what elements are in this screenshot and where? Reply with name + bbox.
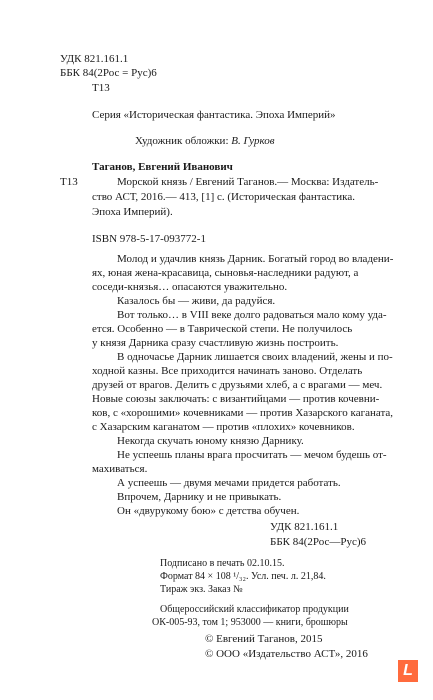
copyright-author: © Евгений Таганов, 2015	[205, 633, 323, 645]
annotation-line: ков, с «хорошими» кочевниками — против Хазарского каганата,	[92, 407, 394, 419]
catalog-line-3: Эпоха Империй).	[92, 206, 173, 218]
annotation-line: Казалось бы — живи, да радуйся.	[117, 295, 276, 307]
imprint-format: Формат 84 × 108 ¹/₃₂. Усл. печ. л. 21,84.	[160, 571, 326, 582]
isbn: ISBN 978-5-17-093772-1	[92, 233, 206, 245]
annotation-line: Новые союзы заключать: с византийцами — против кочевни-	[92, 393, 380, 405]
imprint-tirage: Тираж экз. Заказ №	[160, 584, 243, 595]
series-line: Серия «Историческая фантастика. Эпоха Империй»	[92, 109, 336, 121]
annotation-line: Не успеешь планы врага просчитать — мечом будешь от-	[117, 449, 387, 461]
annotation-line: Молод и удачлив князь Дарник. Богатый город во владени-	[117, 253, 394, 265]
footer-bbk: ББК 84(2Рос—Рус)6	[270, 536, 367, 548]
annotation-line: махиваться.	[92, 463, 148, 475]
catalog-code: Т13	[60, 176, 78, 188]
copyright-publisher: © ООО «Издательство АСТ», 2016	[205, 648, 368, 660]
litres-logo-icon: L	[398, 660, 418, 682]
imprint-signed: Подписано в печать 02.10.15.	[160, 558, 285, 569]
catalog-line-2: ство АСТ, 2016.— 413, [1] с. (Историческая фантастика.	[92, 191, 355, 203]
annotation-line: А успеешь — двумя мечами придется работать.	[117, 477, 341, 489]
classifier-line-2: ОК-005-93, том 1; 953000 — книги, брошюры	[152, 617, 348, 628]
annotation-line: ется. Особенно — в Таврической степи. Не получилось	[92, 323, 353, 335]
illustrator-name: В. Гурков	[231, 135, 275, 147]
annotation-line: ях, юная жена-красавица, сыновья-наследники радуют, а	[92, 267, 359, 279]
annotation-line: друзей от врагов. Делить с друзьями хлеб, а с врагами — меч.	[92, 379, 383, 391]
annotation-line: с Хазарским каганатом — против «плохих» кочевников.	[92, 421, 355, 433]
footer-udk: УДК 821.161.1	[270, 521, 339, 533]
annotation-line: Он «двурукому бою» с детства обучен.	[117, 505, 300, 517]
catalog-author: Таганов, Евгений Иванович	[92, 161, 233, 173]
catalog-line-1: Морской князь / Евгений Таганов.— Москва: Издатель-	[117, 176, 379, 188]
annotation-line: В одночасье Дарник лишается своих владений, жены и по-	[117, 351, 393, 363]
illustrator-label: Художник обложки:	[135, 135, 229, 147]
annotation-line: у князя Дарника сразу счастливую жизнь построить.	[92, 337, 339, 349]
annotation-line: Некогда скучать юному князю Дарнику.	[117, 435, 304, 447]
annotation-line: Вот только… в VIII веке долго радоваться мало кому уда-	[117, 309, 387, 321]
author-mark: Т13	[92, 82, 110, 94]
udk-code: УДК 821.161.1	[60, 53, 129, 65]
illustrator-line	[135, 134, 275, 148]
annotation-line: соседи-князья… опасаются уважительно.	[92, 281, 288, 293]
classifier-line-1: Общероссийский классификатор продукции	[160, 604, 349, 615]
annotation-line: ходной казны. Все приходится начинать заново. Отделать	[92, 365, 363, 377]
bbk-code: ББК 84(2Рос = Рус)6	[60, 67, 157, 79]
annotation-line: Впрочем, Дарнику и не привыкать.	[117, 491, 282, 503]
